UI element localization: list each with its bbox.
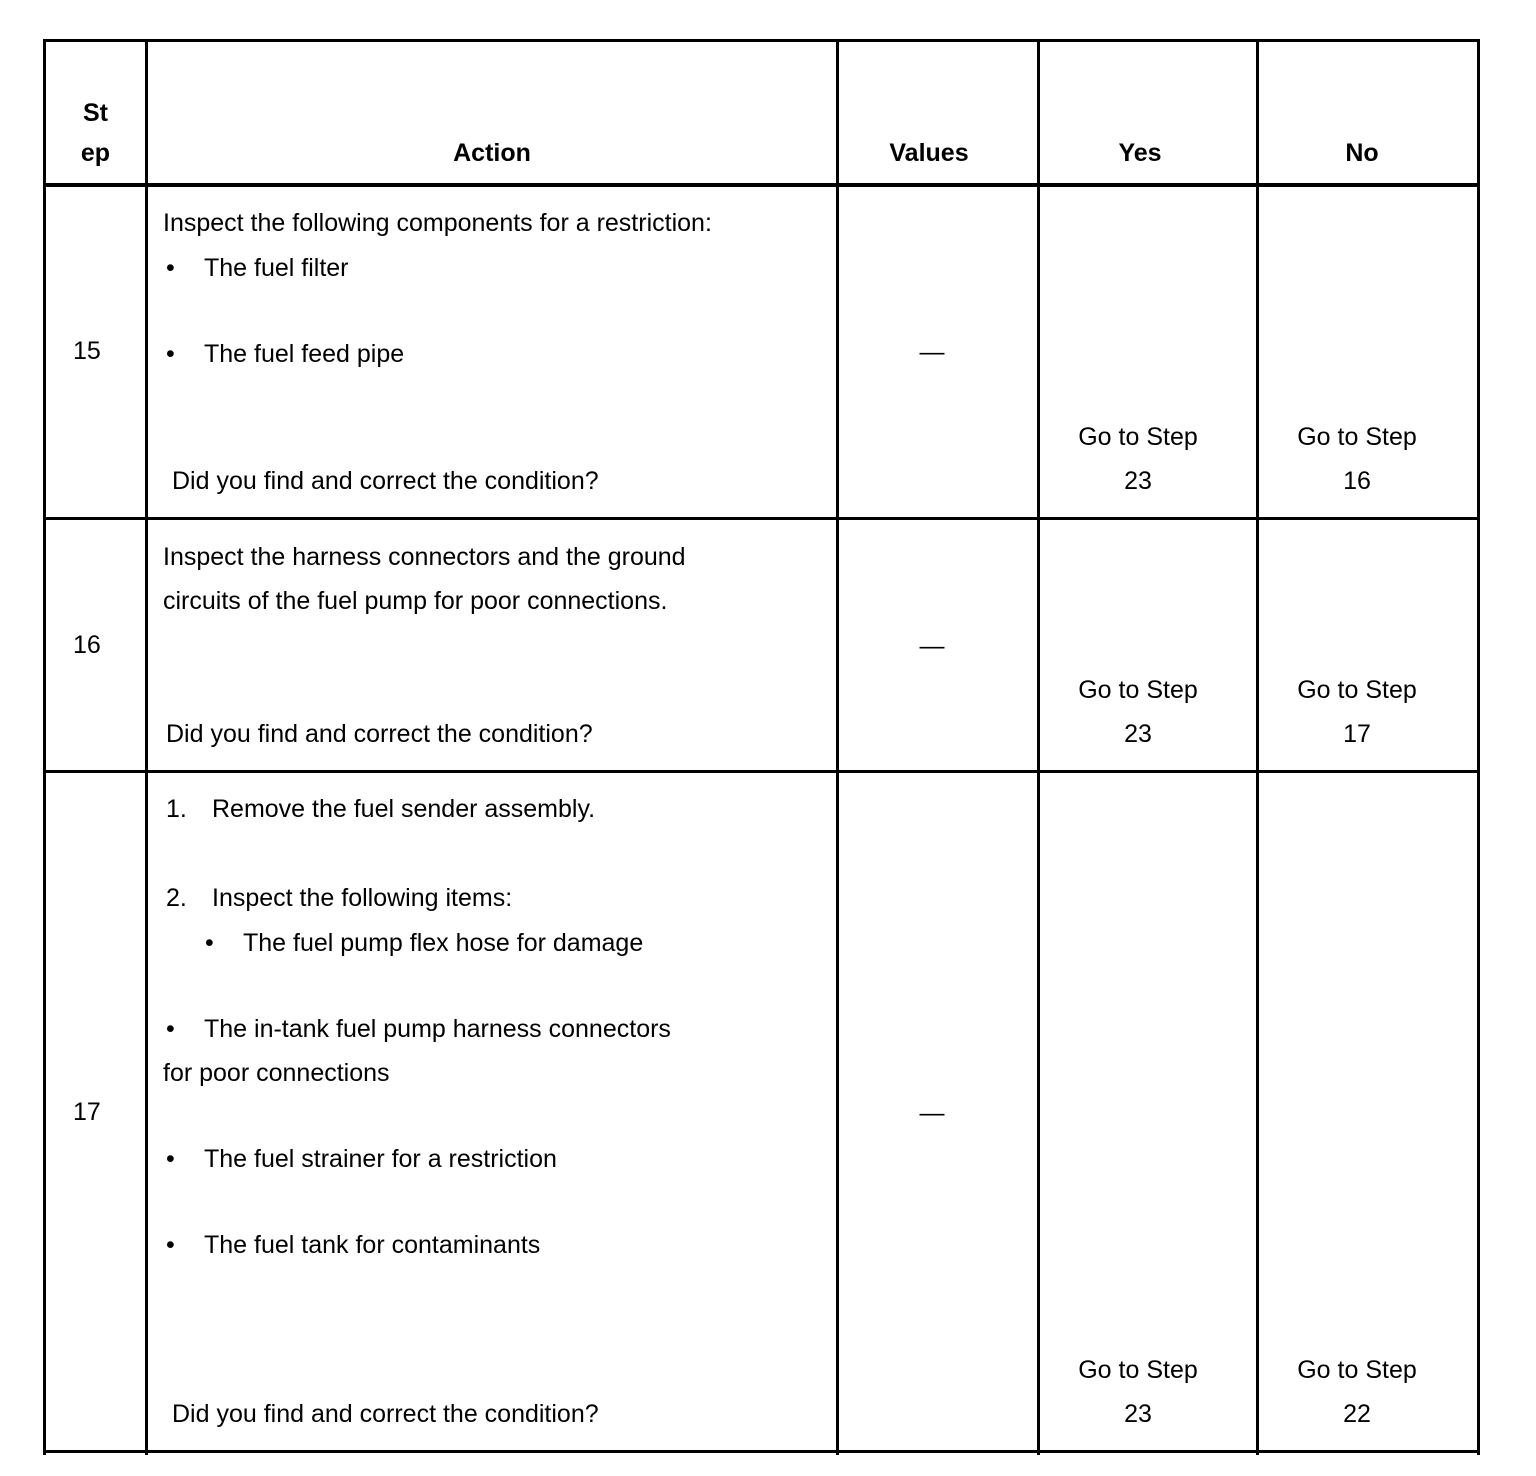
no-goto-line1: Go to Step [1297, 1356, 1417, 1384]
action-bullet: The fuel feed pipe [204, 340, 405, 368]
table-border-bottom [43, 1450, 1480, 1453]
action-text: Inspect the harness connectors and the ground [163, 543, 686, 571]
action-bullet: The fuel pump flex hose for damage [243, 929, 644, 957]
action-question: Did you find and correct the condition? [166, 720, 593, 748]
bullet-marker: • [166, 254, 175, 282]
yes-goto-line1: Go to Step [1078, 423, 1198, 451]
table-border-right [1477, 39, 1480, 1455]
yes-goto-line1: Go to Step [1078, 1356, 1198, 1384]
row-divider [43, 770, 1480, 773]
bullet-marker: • [166, 340, 175, 368]
no-goto-step: 16 [1343, 467, 1371, 495]
table-border-top [43, 39, 1480, 42]
list-number: 2. [166, 884, 187, 912]
action-bullet: The fuel tank for contaminants [204, 1231, 541, 1259]
no-goto-line1: Go to Step [1297, 423, 1417, 451]
value-dash: — [919, 632, 945, 660]
no-goto-line1: Go to Step [1297, 676, 1417, 704]
bullet-marker: • [166, 1015, 175, 1043]
no-goto-step: 17 [1343, 720, 1371, 748]
yes-goto-step: 23 [1124, 1400, 1152, 1428]
action-bullet: The fuel strainer for a restriction [204, 1145, 557, 1173]
yes-goto-step: 23 [1124, 467, 1152, 495]
yes-goto-line1: Go to Step [1078, 676, 1198, 704]
header-action: Action [453, 139, 531, 167]
action-step: Inspect the following items: [212, 884, 513, 912]
no-goto-step: 22 [1343, 1400, 1371, 1428]
action-text: circuits of the fuel pump for poor connections. [163, 587, 668, 615]
step-number: 16 [73, 631, 101, 659]
action-text: Inspect the following components for a restriction: [163, 209, 712, 237]
action-step: Remove the fuel sender assembly. [212, 795, 596, 823]
list-number: 1. [166, 795, 187, 823]
header-values: Values [889, 139, 969, 167]
step-number: 15 [73, 337, 101, 365]
value-dash: — [919, 338, 945, 366]
bullet-marker: • [205, 929, 214, 957]
step-number: 17 [73, 1098, 101, 1126]
row-divider [43, 517, 1480, 520]
column-divider [145, 39, 148, 1455]
action-bullet: The in-tank fuel pump harness connectors [204, 1015, 671, 1043]
yes-goto-step: 23 [1124, 720, 1152, 748]
action-question: Did you find and correct the condition? [172, 1400, 599, 1428]
bullet-marker: • [166, 1231, 175, 1259]
header-step-line1: St [83, 99, 108, 127]
table-border-left [43, 39, 46, 1455]
header-no: No [1345, 139, 1379, 167]
value-dash: — [919, 1099, 945, 1127]
header-yes: Yes [1118, 139, 1162, 167]
header-step-line2: ep [80, 139, 111, 167]
action-question: Did you find and correct the condition? [172, 467, 599, 495]
header-divider [43, 183, 1480, 187]
action-bullet: The fuel filter [204, 254, 349, 282]
action-bullet-continued: for poor connections [163, 1059, 390, 1087]
column-divider [836, 39, 839, 1455]
bullet-marker: • [166, 1145, 175, 1173]
